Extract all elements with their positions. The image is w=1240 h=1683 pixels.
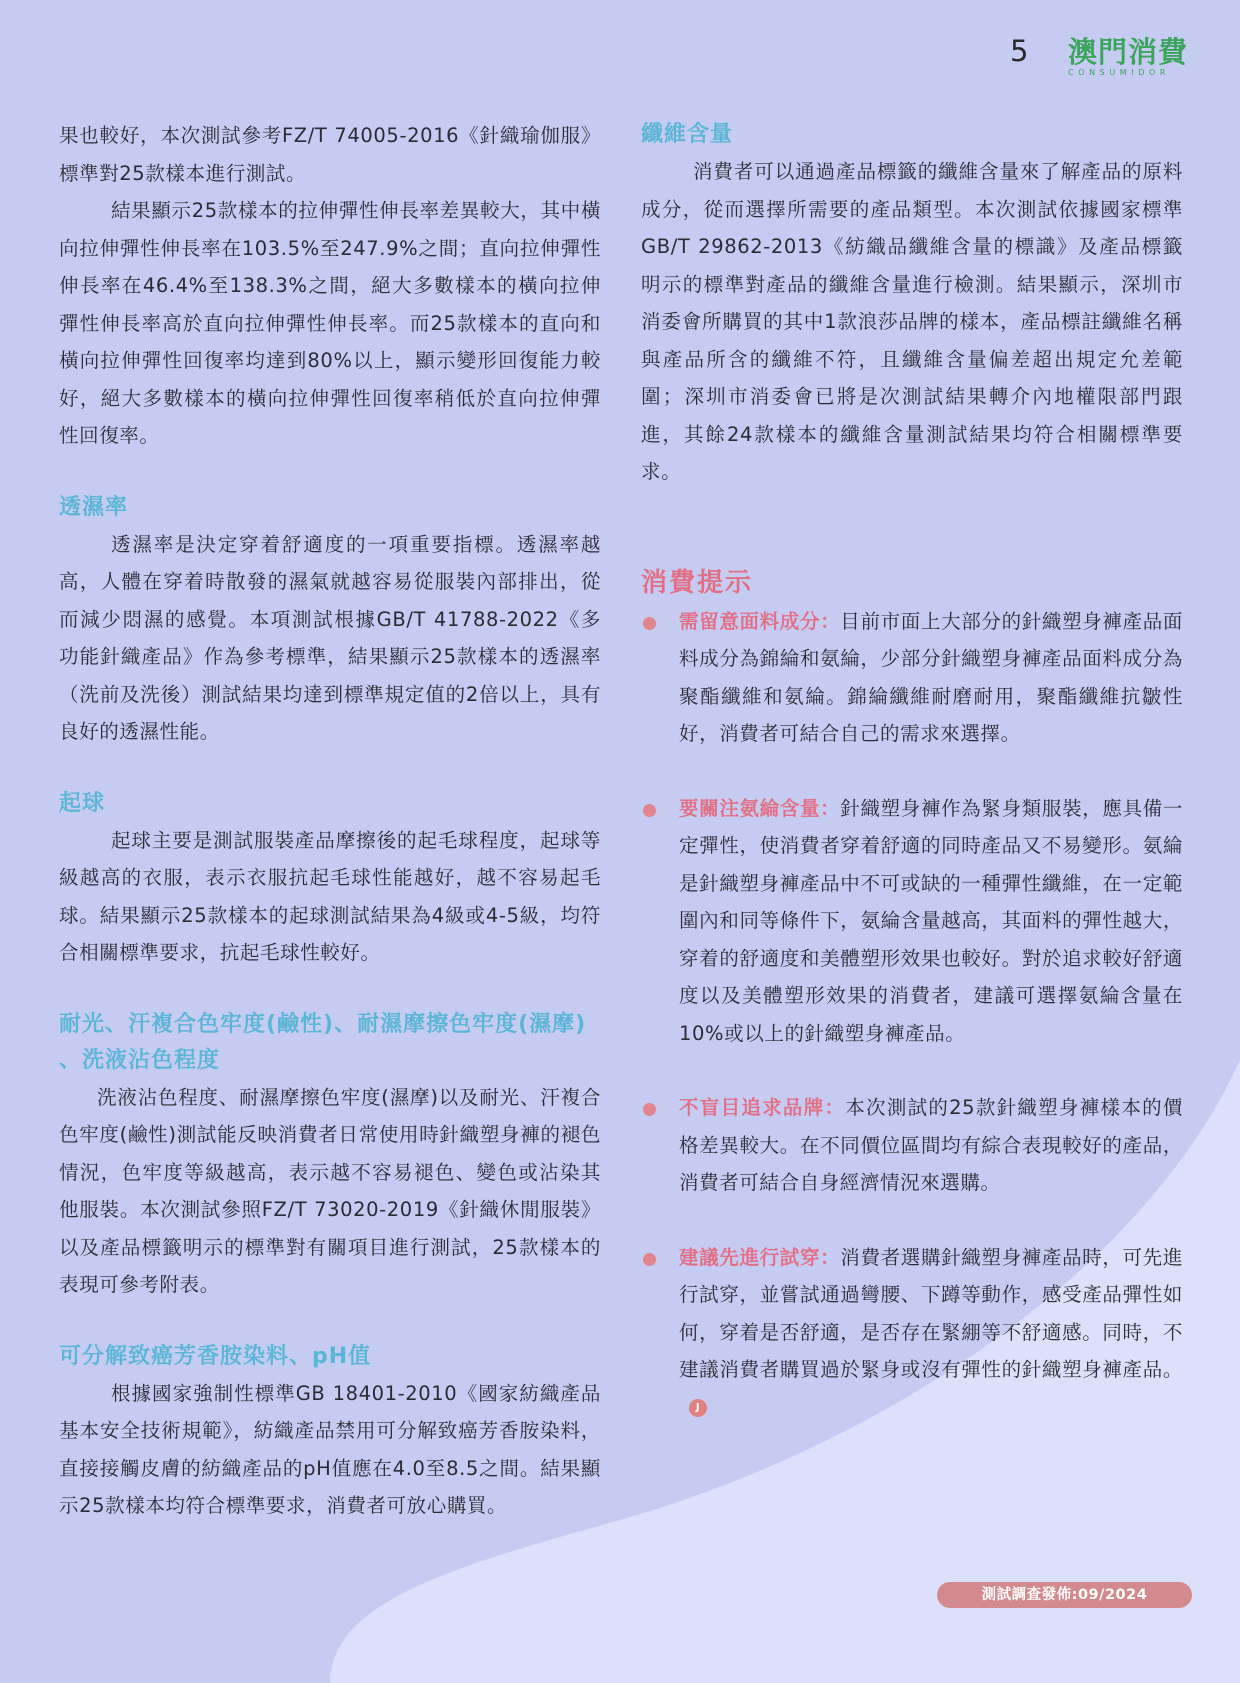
logo-sub-text: CONSUMIDOR [1068,68,1171,77]
fiber-heading: 纖維含量 [641,122,734,147]
page-number: 5 [1010,34,1029,68]
moisture-heading: 透濕率 [59,494,129,520]
tip-text: 針織塑身褲作為緊身類服裝，應具備一定彈性，使消費者穿着舒適的同時產品又不易變形。氨綸是針織塑身褲產品中不可或缺的一種彈性纖維，在一定範圍內和同等條件下，氨綸含量越高，其面料的彈性越大，穿着的舒適度和美體塑形效果也較好。對於追求較好舒適度以及美體塑形效果的消費者，建議可選擇氨綸含量在10%或以上的針織塑身褲產品。 [679,796,1183,1045]
tip-text: 目前市面上大部分的針織塑身褲產品面料成分為錦綸和氨綸，少部分針織塑身褲產品面料成分為聚酯纖維和氨綸。錦綸纖維耐磨耐用，聚酯纖維抗皺性好，消費者可結合自己的需求來選擇。 [679,609,1183,745]
logo-main-text: 澳門消費 [1068,35,1189,69]
tip-item [641,603,1183,753]
right-column [641,117,1183,1426]
left-column [59,117,601,1525]
intro-paragraph: 果也較好，本次測試參考FZ/T 74005-2016《針織瑜伽服》標準對25款樣本進行測試。 [59,124,601,185]
amine-ph-heading: 可分解致癌芳香胺染料、pH值 [59,1343,372,1369]
fiber-paragraph: 消費者可以通過產品標籤的纖維含量來了解產品的原料成分，從而選擇所需要的產品類型。本次測試依據國家標準GB/T 29862-2013《紡織品纖維含量的標識》及產品標籤明示的標準對產品的纖維含量進行檢測。結果顯示，深圳市消委會所購買的其中1款浪莎品牌的樣本，產品標註纖維名稱與產品所含的纖維不符，且纖維含量偏差超出規定允差範圍；深圳市消委會已將是次測試結果轉介內地權限部門跟進，其餘24款樣本的纖維含量測試結果均符合相關標準要求。 [641,160,1183,483]
tip-item [641,790,1183,1053]
bullet-icon [643,1103,656,1116]
amine-ph-paragraph: 根據國家強制性標準GB 18401-2010《國家紡織產品基本安全技術規範》，紡織產品禁用可分解致癌芳香胺染料，直接接觸皮膚的紡織產品的pH值應在4.0至8.5之間。結果顯示25款樣本均符合標準要求，消費者可放心購買。 [59,1381,601,1517]
bullet-icon [643,617,656,630]
tip-lead: 要關注氨綸含量： [679,796,841,820]
moisture-paragraph: 透濕率是決定穿着舒適度的一項重要指標。透濕率越高，人體在穿着時散發的濕氣就越容易從服裝內部排出，從而減少悶濕的感覺。本項測試根據GB/T 41788-2022《多功能針織產品》作為參考標準，結果顯示25款樣本的透濕率（洗前及洗後）測試結果均達到標準規定值的2倍以上，具有良好的透濕性能。 [59,532,601,743]
consumer-tips-heading: 消費提示 [641,567,754,598]
tip-lead: 不盲目追求品牌： [679,1096,846,1119]
stretch-paragraph: 結果顯示25款樣本的拉伸彈性伸長率差異較大，其中橫向拉伸彈性伸長率在103.5%至247.9%之間；直向拉伸彈性伸長率在46.4%至138.3%之間，絕大多數樣本的橫向拉伸彈性伸長率高於直向拉伸彈性伸長率。而25款樣本的直向和橫向拉伸彈性回復率均達到80%以上，顯示變形回復能力較好，絕大多數樣本的橫向拉伸彈性回復率稍低於直向拉伸彈性回復率。 [59,199,601,447]
pilling-heading: 起球 [59,790,106,816]
publish-date-badge: 測試調查發佈:09/2024 [937,1582,1192,1608]
tip-lead: 建議先進行試穿： [679,1245,841,1269]
tip-text: 本次測試的25款針織塑身褲樣本的價格差異較大。在不同價位區間均有綜合表現較好的產品，消費者可結合自身經濟情況來選購。 [679,1096,1183,1194]
end-mark-icon: J [689,1399,707,1417]
consumidor-logo [1068,36,1188,77]
tip-text: 消費者選購針織塑身褲產品時，可先進行試穿，並嘗試通過彎腰、下蹲等動作，感受產品彈性如何，穿着是否舒適，是否存在緊綳等不舒適感。同時，不建議消費者購買過於緊身或沒有彈性的針織塑身褲產品。 [679,1245,1183,1381]
colorfastness-heading: 耐光、汗複合色牢度(鹼性)、耐濕摩擦色牢度(濕摩) 、洗液沾色程度 [59,1011,587,1073]
colorfastness-paragraph: 洗液沾色程度、耐濕摩擦色牢度(濕摩)以及耐光、汗複合色牢度(鹼性)測試能反映消費者日常使用時針織塑身褲的褪色情況，色牢度等級越高，表示越不容易褪色、變色或沾染其他服裝。本次測試參照FZ/T 73020-2019《針織休閒服裝》以及產品標籤明示的標準對有關項目進行測試，25款樣本的表現可參考附表。 [59,1085,601,1296]
pilling-paragraph: 起球主要是測試服裝產品摩擦後的起毛球程度，起球等級越高的衣服，表示衣服抗起毛球性能越好，越不容易起毛球。結果顯示25款樣本的起球測試結果為4級或4-5級，均符合相關標準要求，抗起毛球性較好。 [59,828,601,964]
tip-item [641,1089,1183,1202]
tip-item [641,1239,1183,1427]
bullet-icon [643,1253,656,1266]
bullet-icon [643,804,656,817]
tip-lead: 需留意面料成分： [679,609,841,633]
